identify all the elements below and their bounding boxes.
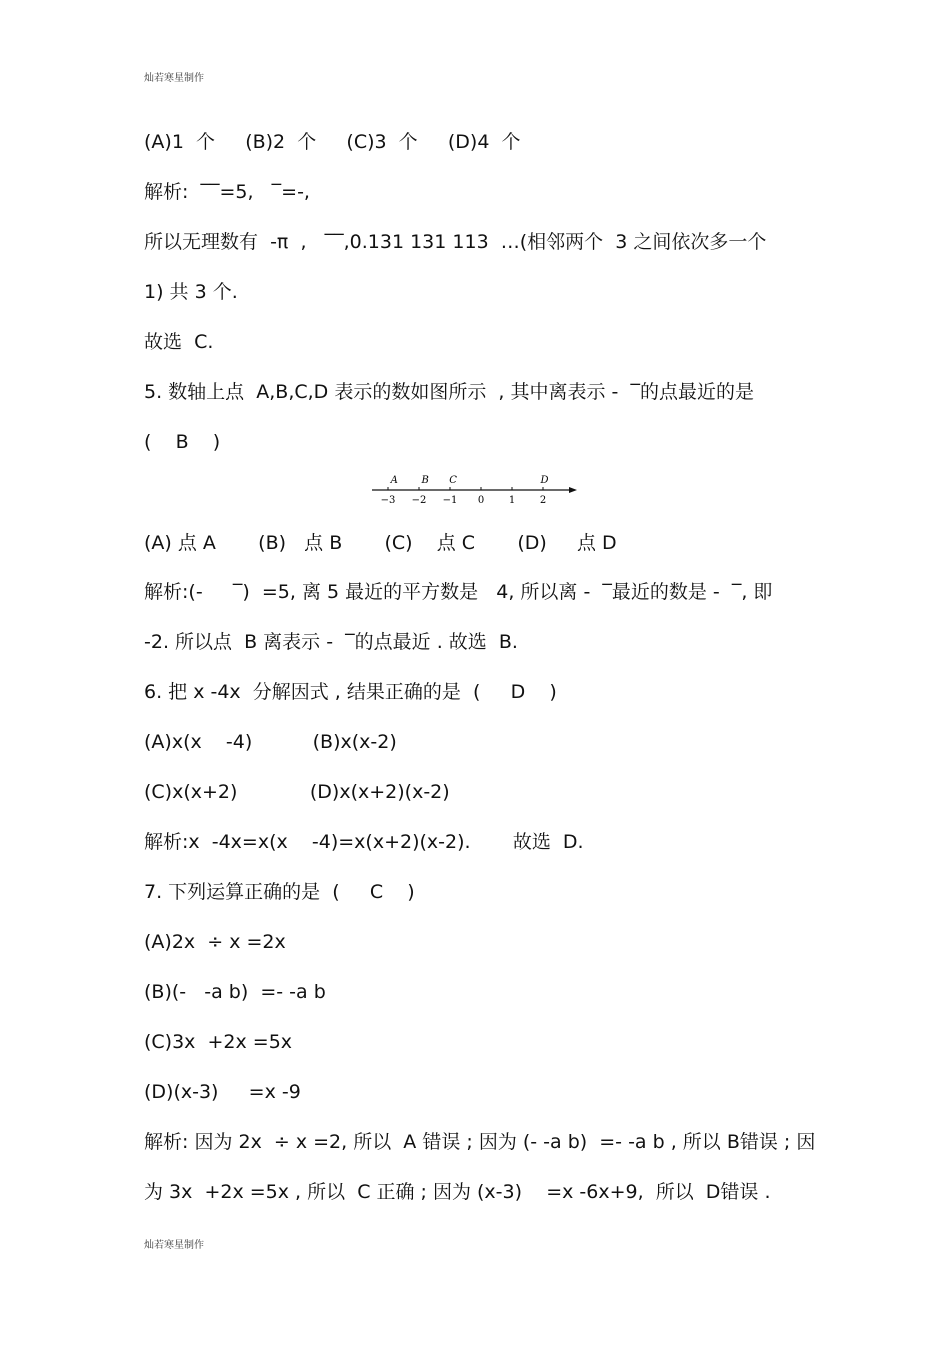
tick-label: −1 <box>442 495 458 506</box>
point-label: B <box>421 475 429 486</box>
solution-5-line-1: 解析:(- ‾) =5, 离 5 最近的平方数是 4, 所以离 - ‾最近的数是 - ‾, 即 <box>144 581 773 603</box>
page-header: 灿若寒星制作 <box>144 73 204 84</box>
tick-label: −2 <box>411 495 427 506</box>
line-5: 故选 C. <box>144 331 214 353</box>
point-label: A <box>390 475 398 486</box>
solution-7-line-1: 解析: 因为 2x ÷ x =2, 所以 A 错误 ; 因为 (- -a b) =- -a b , 所以 B错误 ; 因 <box>144 1131 816 1153</box>
options-6-cd: (C)x(x+2) (D)x(x+2)(x-2) <box>144 781 450 803</box>
options-6-ab: (A)x(x -4) (B)x(x-2) <box>144 731 397 753</box>
line-2: 解析: ‾‾=5, ‾=-, <box>144 181 310 203</box>
tick-label: −3 <box>380 495 396 506</box>
point-label: C <box>449 475 457 486</box>
tick-label: 0 <box>477 495 485 506</box>
option-7d: (D)(x-3) =x -9 <box>144 1081 301 1103</box>
tick-label: 1 <box>508 495 516 506</box>
line-3: 所以无理数有 -π , ‾‾,0.131 131 113 …(相邻两个 3 之间依次多一个 <box>144 231 767 253</box>
line-4: 1) 共 3 个. <box>144 281 238 303</box>
solution-5-line-2: -2. 所以点 B 离表示 - ‾的点最近 . 故选 B. <box>144 631 518 653</box>
option-7a: (A)2x ÷ x =2x <box>144 931 286 953</box>
question-6: 6. 把 x -4x 分解因式 , 结果正确的是 ( D ) <box>144 681 557 703</box>
question-5: 5. 数轴上点 A,B,C,D 表示的数如图所示 , 其中离表示 - ‾的点最近的是 <box>144 381 754 403</box>
point-label: D <box>540 475 549 486</box>
answer-5: ( B ) <box>144 431 221 453</box>
question-7: 7. 下列运算正确的是 ( C ) <box>144 881 415 903</box>
option-7c: (C)3x +2x =5x <box>144 1031 293 1053</box>
option-7b: (B)(- -a b) =- -a b <box>144 981 326 1003</box>
solution-7-line-2: 为 3x +2x =5x , 所以 C 正确 ; 因为 (x-3) =x -6x+9, 所以 D错误 . <box>144 1181 771 1203</box>
line-1: (A)1 个 (B)2 个 (C)3 个 (D)4 个 <box>144 131 521 153</box>
number-line-figure <box>372 472 582 508</box>
solution-6: 解析:x -4x=x(x -4)=x(x+2)(x-2). 故选 D. <box>144 831 584 853</box>
tick-label: 2 <box>539 495 547 506</box>
options-5: (A) 点 A (B) 点 B (C) 点 C (D) 点 D <box>144 532 617 554</box>
page-footer: 灿若寒星制作 <box>144 1240 204 1251</box>
